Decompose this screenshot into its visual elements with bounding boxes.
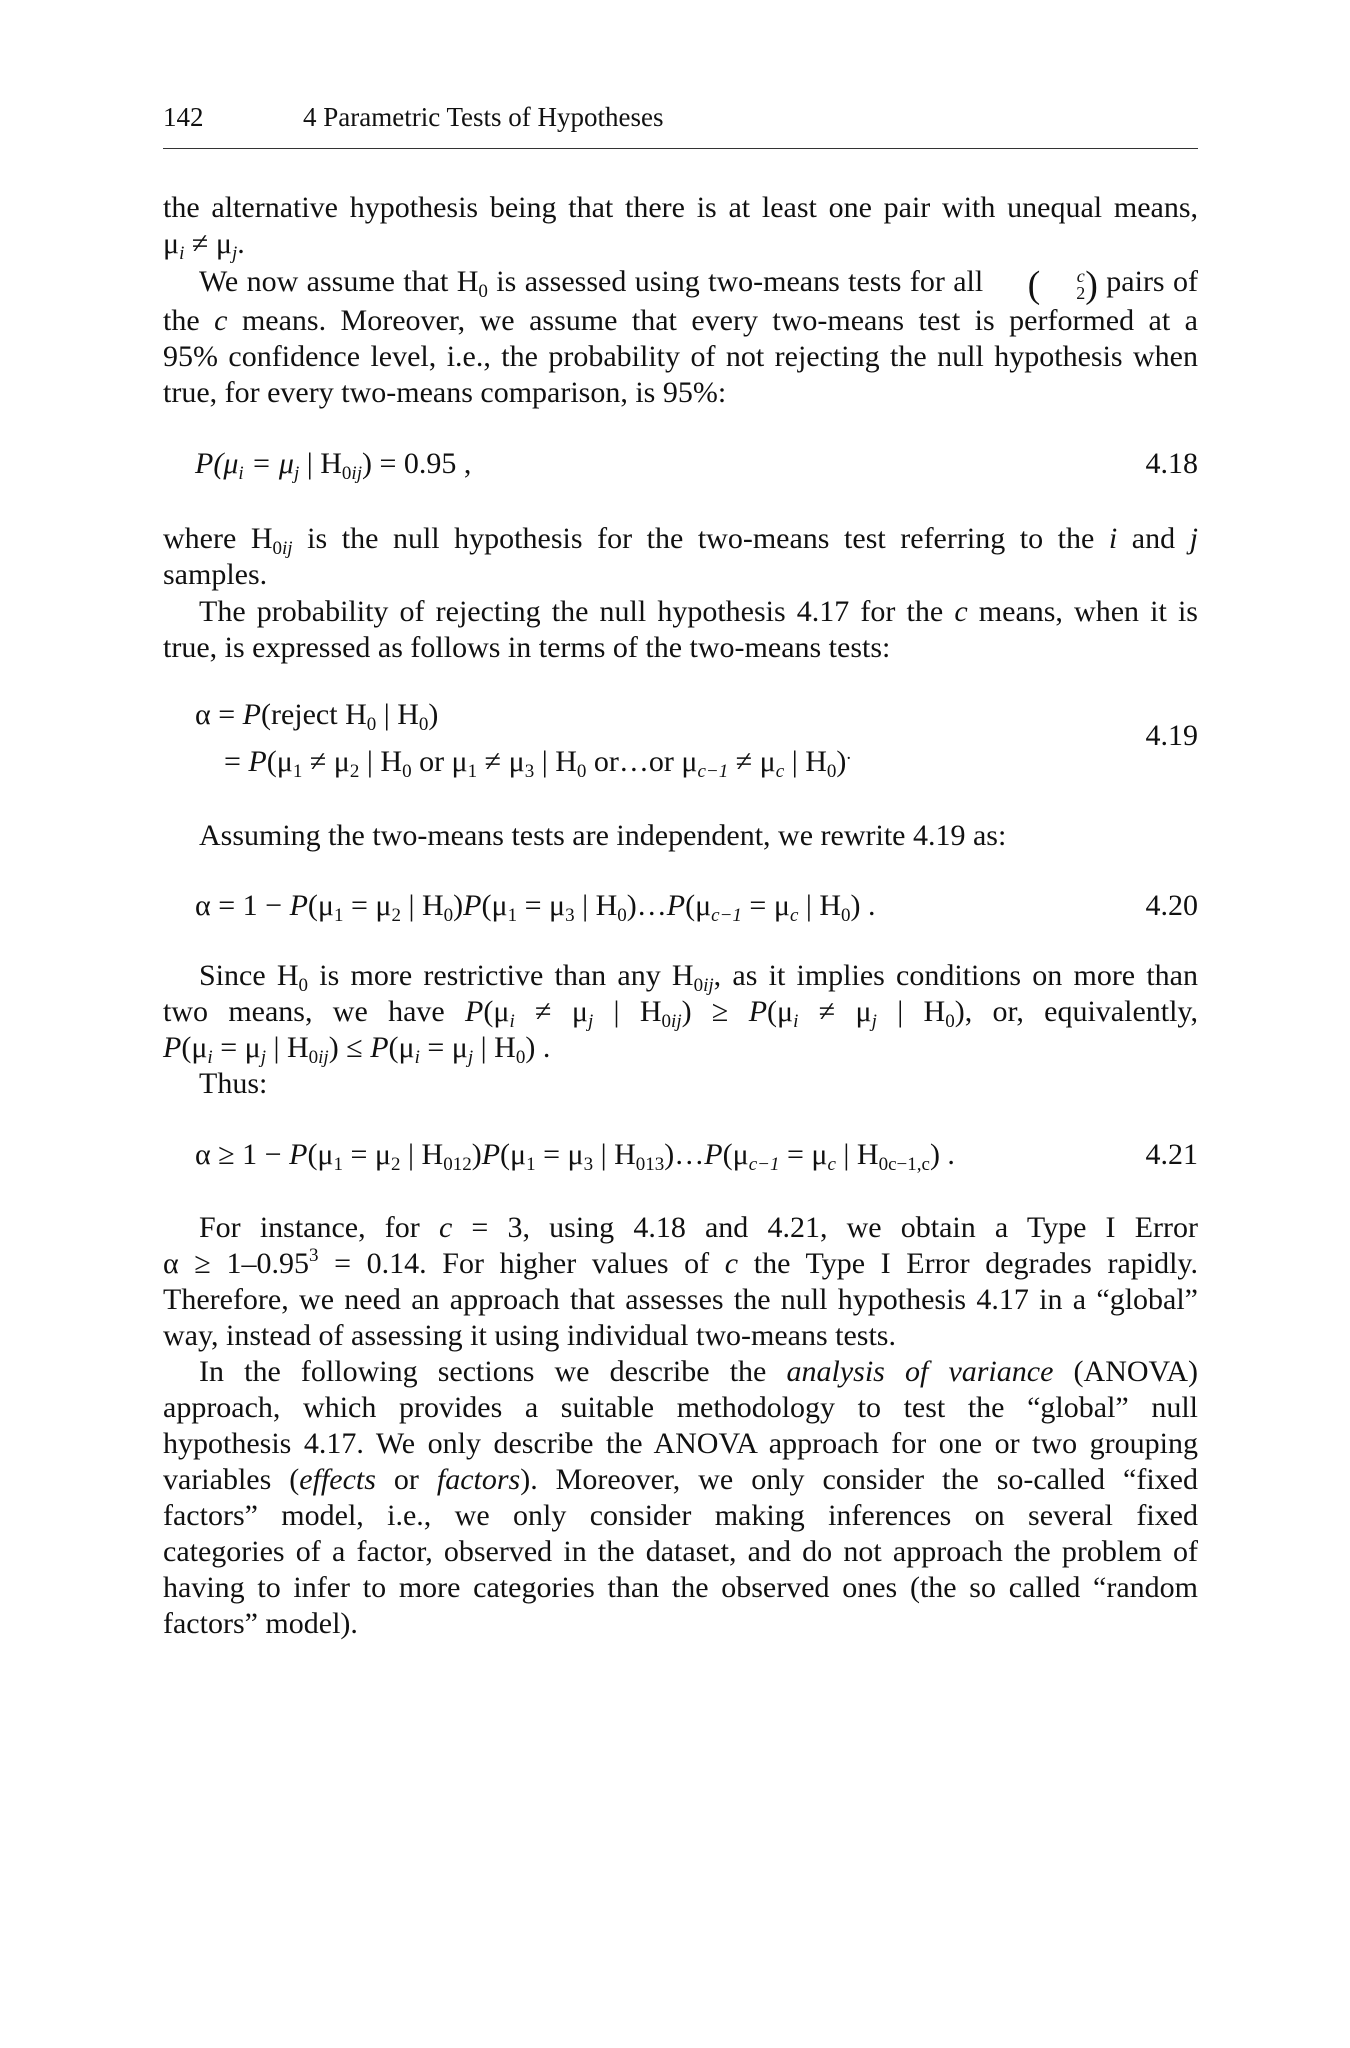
text-line: hypothesis 4.17. We only describe the ANOVA approach for one or two grouping: [163, 1427, 1198, 1460]
equation-4-19-line-1: α = P(reject $H_0$ | $H_0$): [195, 698, 439, 735]
paragraph-2: [163, 264, 1198, 411]
text-line: approach, which provides a suitable methodology to test the “global” null: [163, 1391, 1198, 1424]
equation-4-20: $\alpha = 1 - P(\mu_1 = \mu_2$ | $H_0)P(\mu_1 = \mu_3$ | $H_0)\dots P(\mu_{c-1} = \mu_c$ | $H_0$) .: [195, 889, 876, 926]
equation-4-19-line-2: = $P(\mu_1 \ne \mu_2$ | $H_0$ or $\mu_1 \ne \mu_3$ | $H_0$ or…or $\mu_{c-1} \ne \mu_c$ | $H_0)^.$: [224, 743, 852, 782]
text-line: Since $H_0$ is more restrictive than any $H_{0ij}$, as it implies conditions on more than: [199, 959, 1198, 996]
paragraph-8: [163, 1354, 1198, 1642]
equation-number: 4.18: [1145, 447, 1198, 480]
binomial-coefficient: ( c 2 ): [1027, 264, 1098, 307]
equation-number: 4.20: [1145, 889, 1198, 922]
equation-number: 4.19: [1145, 719, 1198, 752]
paragraph-3: [163, 521, 1198, 593]
text-line: samples.: [163, 558, 268, 591]
text-line: two means, we have $P(\mu_i \ne \mu_j$ | $H_{0ij}) \ge P(\mu_i \ne \mu_j$ | $H_0$), or, equivalently,: [163, 995, 1198, 1032]
text-line: In the following sections we describe the analysis of variance (ANOVA): [199, 1355, 1198, 1388]
text-line: factors” model).: [163, 1607, 358, 1640]
equation-4-21: $\alpha \ge 1 - P(\mu_1 = \mu_2$ | $H_{012})P(\mu_1 = \mu_3$ | $H_{013})\dots P(\mu_{c-1} = \mu_c$ | $H_{0c-1,c}$) .: [195, 1138, 955, 1175]
text-line: The probability of rejecting the null hypothesis 4.17 for the c means, when it is: [199, 595, 1198, 628]
text-line: the c means. Moreover, we assume that every two-means test is performed at a: [163, 304, 1198, 338]
paragraph-5: [163, 818, 1198, 854]
text-line: way, instead of assessing it using individual two-means tests.: [163, 1319, 896, 1352]
page-number: 142: [163, 102, 204, 132]
text-line: variables (effects or factors). Moreover, we only consider the so-called “fixed: [163, 1463, 1198, 1496]
text-line: For instance, for c = 3, using 4.18 and 4.21, we obtain a Type I Error: [199, 1211, 1198, 1244]
text-line: categories of a factor, observed in the dataset, and do not approach the problem of: [163, 1535, 1198, 1568]
text-line: Thus:: [199, 1067, 268, 1100]
text-line: true, for every two-means comparison, is 95%:: [163, 376, 727, 410]
paragraph-7: [163, 1210, 1198, 1354]
text-line: Assuming the two-means tests are independent, we rewrite 4.19 as:: [199, 819, 1007, 852]
paragraph-6: [163, 958, 1198, 1102]
paragraph-4: [163, 594, 1198, 666]
text-line: having to infer to more categories than the observed ones (the so called “random: [163, 1571, 1198, 1604]
text-line: true, is expressed as follows in terms of the two-means tests:: [163, 631, 891, 664]
text-line: We now assume that $H_0$ is assessed using two-means tests for all ( c 2 ) pairs of: [199, 264, 1198, 307]
text-line: factors” model, i.e., we only consider making inferences on several fixed: [163, 1499, 1198, 1532]
text-line: Therefore, we need an approach that assesses the null hypothesis 4.17 in a “global”: [163, 1283, 1198, 1316]
text-line: the alternative hypothesis being that there is at least one pair with unequal means,: [163, 191, 1198, 224]
equation-number: 4.21: [1145, 1138, 1198, 1171]
text-line: $P(\mu_i = \mu_j$ | $H_{0ij}) \le P(\mu_i = \mu_j$ | $H_0$) .: [163, 1031, 551, 1068]
text-line: 95% confidence level, i.e., the probability of not rejecting the null hypothesis when: [163, 340, 1198, 374]
equation-4-18: $P(\mu_i = \mu_j$ | $H_{0ij}) = 0.95$ ,: [195, 447, 472, 484]
text-line: where $H_{0ij}$ is the null hypothesis for the two-means test referring to the i and j: [163, 522, 1199, 559]
text-line: $\alpha \ge 1-0.95^3 = 0.14$. For higher values of c the Type I Error degrades rapidly.: [163, 1245, 1198, 1280]
chapter-title: 4 Parametric Tests of Hypotheses: [303, 102, 664, 132]
header-rule: [163, 148, 1198, 149]
paragraph-1: [163, 190, 1198, 262]
text-line: $\mu_i \ne \mu_j$.: [163, 227, 245, 264]
